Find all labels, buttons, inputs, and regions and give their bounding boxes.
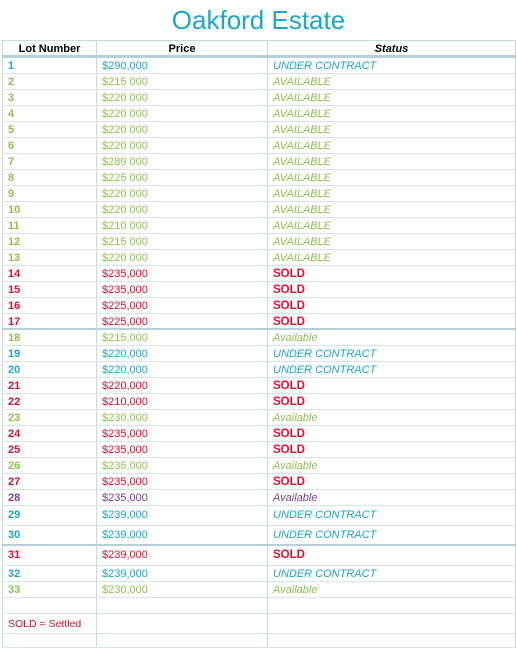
price-cell: $230,000 xyxy=(97,410,268,425)
price-cell: $230,000 xyxy=(97,582,268,597)
blank-cell xyxy=(2,634,97,647)
table-row xyxy=(2,314,516,330)
price-cell: $220 000 xyxy=(97,138,268,153)
price-cell: $220 000 xyxy=(97,122,268,137)
table-row xyxy=(2,394,516,410)
table-row xyxy=(2,330,516,346)
blank-row xyxy=(2,598,516,614)
price-cell: $225 000 xyxy=(97,170,268,185)
blank-row xyxy=(2,634,516,648)
price-cell: $220 000 xyxy=(97,106,268,121)
lot-number-cell: 12 xyxy=(2,234,97,249)
status-cell: UNDER CONTRACT xyxy=(268,58,516,73)
table-row xyxy=(2,458,516,474)
lot-number-cell: 18 xyxy=(2,330,97,345)
price-cell: $210,000 xyxy=(97,394,268,409)
status-cell: UNDER CONTRACT xyxy=(268,362,516,377)
status-cell: AVAILABLE xyxy=(268,202,516,217)
status-cell: Available xyxy=(268,490,516,505)
table-row xyxy=(2,490,516,506)
lot-number-cell: 2 xyxy=(2,74,97,89)
legend-note: SOLD = Settled xyxy=(2,614,97,633)
table-row xyxy=(2,506,516,526)
price-cell: $220 000 xyxy=(97,186,268,201)
status-cell: UNDER CONTRACT xyxy=(268,526,516,544)
lot-number-cell: 1 xyxy=(2,58,97,73)
status-cell: AVAILABLE xyxy=(268,170,516,185)
lot-number-cell: 5 xyxy=(2,122,97,137)
table-body xyxy=(2,58,516,598)
status-cell: AVAILABLE xyxy=(268,122,516,137)
lot-number-cell: 8 xyxy=(2,170,97,185)
price-cell: $235,000 xyxy=(97,458,268,473)
price-cell: $220 000 xyxy=(97,90,268,105)
table-row xyxy=(2,234,516,250)
status-cell: SOLD xyxy=(268,314,516,328)
table-row xyxy=(2,546,516,566)
price-cell: $215,000 xyxy=(97,330,268,345)
table-row xyxy=(2,362,516,378)
lot-number-cell: 25 xyxy=(2,442,97,457)
table-row xyxy=(2,378,516,394)
status-cell: UNDER CONTRACT xyxy=(268,566,516,581)
blank-cell xyxy=(97,634,268,647)
status-cell: SOLD xyxy=(268,282,516,297)
status-cell: AVAILABLE xyxy=(268,186,516,201)
header-lot-number: Lot Number xyxy=(2,41,97,55)
header-price: Price xyxy=(97,41,268,55)
table-row xyxy=(2,282,516,298)
table-row xyxy=(2,202,516,218)
status-cell: SOLD xyxy=(268,474,516,489)
blank-cell xyxy=(2,598,97,613)
price-cell: $235,000 xyxy=(97,490,268,505)
lot-number-cell: 3 xyxy=(2,90,97,105)
table-row xyxy=(2,582,516,598)
price-cell: $220 000 xyxy=(97,202,268,217)
status-cell: AVAILABLE xyxy=(268,138,516,153)
blank-cell xyxy=(268,634,516,647)
table-row xyxy=(2,442,516,458)
lot-number-cell: 33 xyxy=(2,582,97,597)
status-cell: AVAILABLE xyxy=(268,106,516,121)
lot-number-cell: 21 xyxy=(2,378,97,393)
lot-number-cell: 22 xyxy=(2,394,97,409)
price-cell: $220,000 xyxy=(97,378,268,393)
table-row xyxy=(2,426,516,442)
lot-number-cell: 24 xyxy=(2,426,97,441)
blank-cell xyxy=(268,614,516,633)
table-header xyxy=(2,40,516,58)
lot-number-cell: 7 xyxy=(2,154,97,169)
table-row xyxy=(2,90,516,106)
lot-table xyxy=(2,40,516,648)
table-row xyxy=(2,170,516,186)
table-row xyxy=(2,474,516,490)
table-row xyxy=(2,346,516,362)
price-cell: $239,000 xyxy=(97,566,268,581)
status-cell: SOLD xyxy=(268,266,516,281)
price-cell: $235,000 xyxy=(97,474,268,489)
table-row xyxy=(2,526,516,546)
lot-number-cell: 19 xyxy=(2,346,97,361)
lot-number-cell: 23 xyxy=(2,410,97,425)
status-cell: SOLD xyxy=(268,394,516,409)
price-cell: $235,000 xyxy=(97,426,268,441)
lot-number-cell: 6 xyxy=(2,138,97,153)
price-cell: $210 000 xyxy=(97,218,268,233)
lot-number-cell: 16 xyxy=(2,298,97,313)
status-cell: Available xyxy=(268,458,516,473)
table-row xyxy=(2,250,516,266)
lot-number-cell: 31 xyxy=(2,546,97,565)
blank-cell xyxy=(268,598,516,613)
lot-number-cell: 14 xyxy=(2,266,97,281)
price-cell: $290,000 xyxy=(97,58,268,73)
table-row xyxy=(2,566,516,582)
price-cell: $239,000 xyxy=(97,546,268,565)
table-row xyxy=(2,186,516,202)
table-row xyxy=(2,218,516,234)
status-cell: SOLD xyxy=(268,426,516,441)
status-cell: AVAILABLE xyxy=(268,234,516,249)
lot-number-cell: 17 xyxy=(2,314,97,328)
lot-number-cell: 9 xyxy=(2,186,97,201)
price-cell: $215 000 xyxy=(97,74,268,89)
price-cell: $239,000 xyxy=(97,506,268,525)
lot-number-cell: 29 xyxy=(2,506,97,525)
table-row xyxy=(2,106,516,122)
page-title: Oakford Estate xyxy=(171,5,346,35)
lot-number-cell: 10 xyxy=(2,202,97,217)
table-row xyxy=(2,74,516,90)
status-cell: AVAILABLE xyxy=(268,90,516,105)
blank-cell xyxy=(97,614,268,633)
lot-number-cell: 26 xyxy=(2,458,97,473)
blank-cell xyxy=(97,598,268,613)
status-cell: AVAILABLE xyxy=(268,218,516,233)
lot-number-cell: 15 xyxy=(2,282,97,297)
price-cell: $220,000 xyxy=(97,362,268,377)
table-row xyxy=(2,138,516,154)
price-cell: $289 000 xyxy=(97,154,268,169)
price-cell: $225,000 xyxy=(97,298,268,313)
price-cell: $235,000 xyxy=(97,442,268,457)
table-row xyxy=(2,266,516,282)
price-cell: $239,000 xyxy=(97,526,268,544)
lot-number-cell: 28 xyxy=(2,490,97,505)
header-status: Status xyxy=(268,41,516,55)
table-row xyxy=(2,122,516,138)
table-row xyxy=(2,154,516,170)
lot-number-cell: 32 xyxy=(2,566,97,581)
status-cell: SOLD xyxy=(268,442,516,457)
price-cell: $235,000 xyxy=(97,282,268,297)
table-row xyxy=(2,410,516,426)
status-cell: AVAILABLE xyxy=(268,250,516,265)
price-cell: $235,000 xyxy=(97,266,268,281)
status-cell: UNDER CONTRACT xyxy=(268,346,516,361)
lot-number-cell: 30 xyxy=(2,526,97,544)
price-cell: $215 000 xyxy=(97,234,268,249)
status-cell: Available xyxy=(268,410,516,425)
status-cell: AVAILABLE xyxy=(268,74,516,89)
status-cell: Available xyxy=(268,582,516,597)
legend-row xyxy=(2,614,516,634)
lot-number-cell: 27 xyxy=(2,474,97,489)
lot-number-cell: 4 xyxy=(2,106,97,121)
status-cell: AVAILABLE xyxy=(268,154,516,169)
status-cell: SOLD xyxy=(268,546,516,565)
price-cell: $225,000 xyxy=(97,314,268,328)
status-cell: SOLD xyxy=(268,378,516,393)
price-cell: $220 000 xyxy=(97,250,268,265)
lot-number-cell: 11 xyxy=(2,218,97,233)
lot-number-cell: 13 xyxy=(2,250,97,265)
lot-number-cell: 20 xyxy=(2,362,97,377)
status-cell: UNDER CONTRACT xyxy=(268,506,516,525)
table-row xyxy=(2,58,516,74)
status-cell: Available xyxy=(268,330,516,345)
table-row xyxy=(2,298,516,314)
status-cell: SOLD xyxy=(268,298,516,313)
price-cell: $220,000 xyxy=(97,346,268,361)
